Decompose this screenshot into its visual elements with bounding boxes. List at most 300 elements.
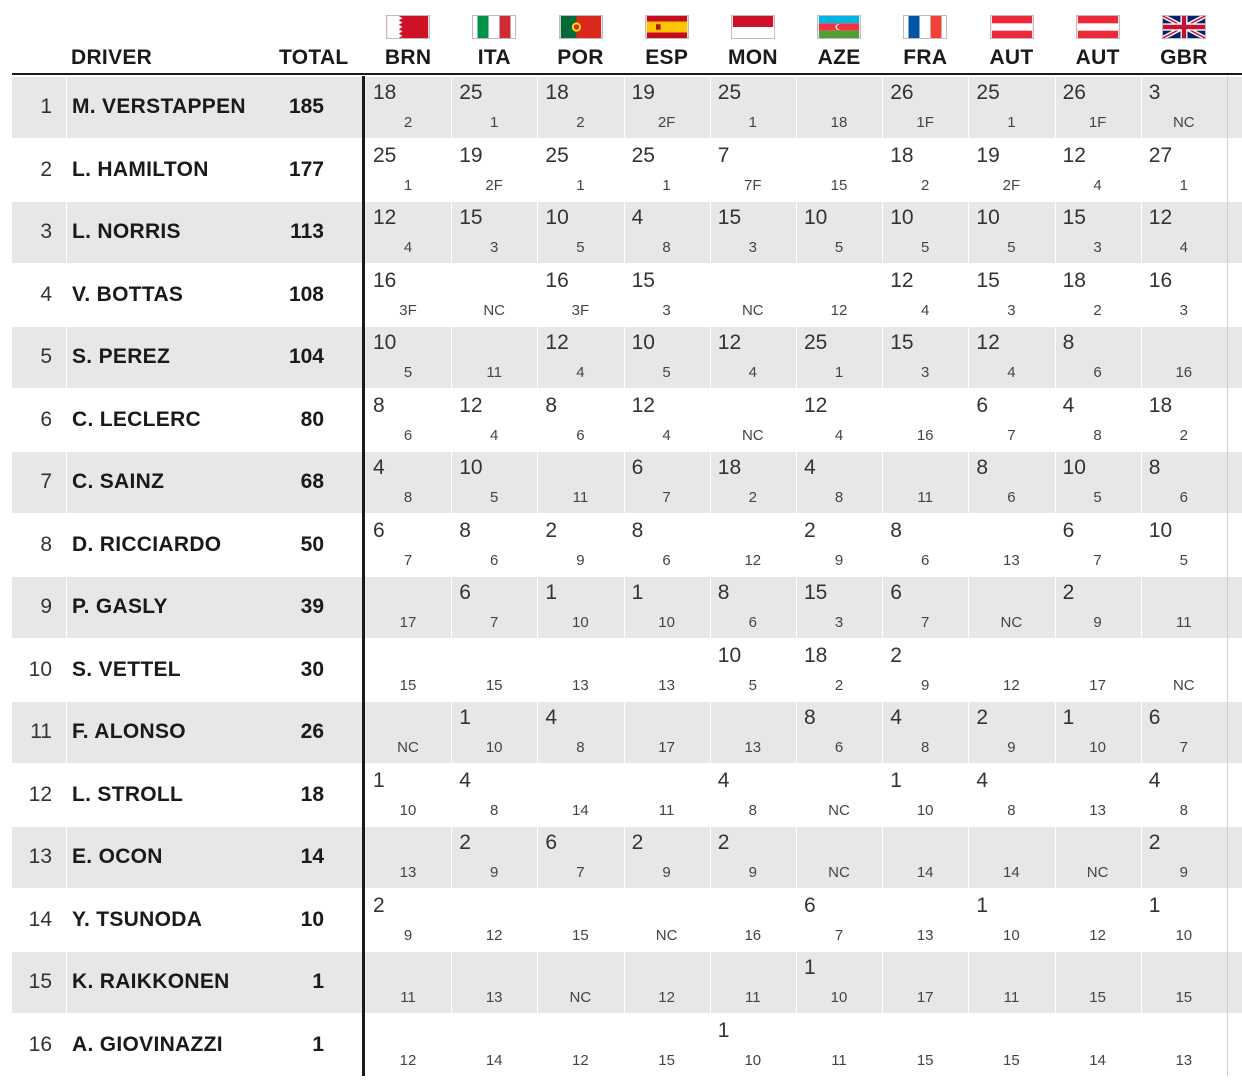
race-points: 19 bbox=[459, 143, 483, 167]
race-points: 25 bbox=[545, 143, 569, 167]
finish-position: 14 bbox=[572, 801, 589, 819]
race-result-cell bbox=[796, 639, 882, 702]
race-result-cell bbox=[1055, 764, 1141, 827]
race-result-cell bbox=[624, 264, 710, 327]
total-points: 80 bbox=[300, 407, 324, 431]
race-result-cell bbox=[882, 701, 968, 764]
race-result-cell bbox=[1141, 326, 1227, 389]
race-result-cell bbox=[882, 326, 968, 389]
finish-position: 1 bbox=[1179, 176, 1188, 194]
race-points: 12 bbox=[1062, 143, 1086, 167]
race-result-cell bbox=[537, 389, 623, 452]
row-divider bbox=[12, 825, 1242, 827]
finish-position: 5 bbox=[921, 239, 930, 256]
race-result-cell bbox=[1055, 264, 1141, 327]
race-result-cell bbox=[968, 514, 1054, 577]
finish-position: 3 bbox=[834, 614, 844, 631]
finish-position: 14 bbox=[485, 1051, 503, 1069]
race-result-cell bbox=[710, 326, 796, 389]
race-result-cell bbox=[365, 264, 451, 327]
race-result-cell bbox=[624, 139, 710, 202]
finish-position: 6 bbox=[921, 551, 930, 569]
race-result-cell bbox=[796, 826, 882, 889]
race-result-cell bbox=[710, 514, 796, 577]
race-points: 10 bbox=[1148, 518, 1173, 542]
finish-position: NC bbox=[1172, 676, 1195, 694]
race-points: 25 bbox=[717, 81, 742, 104]
total-points: 18 bbox=[300, 782, 324, 806]
race-result-cell bbox=[796, 139, 882, 202]
race-result-cell bbox=[1055, 889, 1141, 952]
race-result-cell bbox=[537, 451, 623, 514]
race-result-cell bbox=[882, 1014, 968, 1077]
race-result-cell bbox=[624, 451, 710, 514]
finish-position: 8 bbox=[1179, 801, 1188, 819]
position-number: 15 bbox=[28, 970, 52, 993]
france-flag-icon bbox=[903, 15, 947, 39]
finish-position: 2 bbox=[834, 676, 844, 694]
finish-position: 8 bbox=[403, 489, 413, 506]
finish-position: 8 bbox=[748, 801, 757, 819]
race-result-cell bbox=[882, 451, 968, 514]
race-points: 8 bbox=[631, 518, 644, 542]
race-result-cell bbox=[451, 139, 537, 202]
race-result-cell bbox=[624, 889, 710, 952]
monaco-flag-icon bbox=[731, 15, 775, 39]
race-column-header: GBR bbox=[1160, 46, 1208, 69]
finish-position: 3 bbox=[1093, 239, 1102, 256]
race-points: 4 bbox=[1148, 768, 1161, 792]
position-number: 10 bbox=[28, 657, 52, 681]
race-result-cell bbox=[882, 201, 968, 264]
race-points: 27 bbox=[1148, 143, 1173, 167]
finish-position: 12 bbox=[399, 1051, 417, 1069]
race-points: 12 bbox=[804, 393, 828, 417]
race-result-cell bbox=[624, 826, 710, 889]
race-result-cell bbox=[624, 764, 710, 827]
finish-position: 9 bbox=[576, 551, 585, 569]
table-row bbox=[12, 201, 1242, 264]
position-number: 13 bbox=[28, 845, 52, 868]
race-points: 18 bbox=[1148, 393, 1173, 417]
position-number: 5 bbox=[40, 345, 52, 368]
finish-position: 6 bbox=[1179, 489, 1188, 506]
row-divider bbox=[12, 1013, 1242, 1015]
finish-position: 15 bbox=[1089, 989, 1106, 1006]
table-row bbox=[12, 326, 1242, 389]
race-points: 10 bbox=[373, 331, 397, 354]
row-divider bbox=[12, 450, 1242, 452]
driver-name: C. LECLERC bbox=[72, 407, 201, 431]
race-result-cell bbox=[710, 826, 796, 889]
race-points: 2 bbox=[717, 831, 730, 854]
driver-name: E. OCON bbox=[72, 845, 163, 868]
race-result-cell bbox=[365, 139, 451, 202]
race-result-cell bbox=[365, 889, 451, 952]
finish-position: 5 bbox=[1093, 489, 1102, 506]
finish-position: 2 bbox=[921, 176, 930, 194]
race-result-cell bbox=[1055, 1014, 1141, 1077]
finish-position: 4 bbox=[1093, 176, 1102, 194]
finish-position: NC bbox=[741, 426, 764, 444]
race-result-cell bbox=[624, 576, 710, 639]
table-row bbox=[12, 576, 1242, 639]
race-result-cell bbox=[451, 889, 537, 952]
driver-name: L. NORRIS bbox=[72, 220, 181, 243]
race-result-cell bbox=[1055, 389, 1141, 452]
race-points: 2 bbox=[545, 518, 558, 542]
finish-position: 15 bbox=[830, 176, 848, 194]
race-result-cell bbox=[365, 76, 451, 139]
race-points: 18 bbox=[545, 81, 569, 104]
finish-position: 11 bbox=[917, 489, 933, 506]
race-result-cell bbox=[365, 576, 451, 639]
finish-position: 15 bbox=[1003, 1051, 1020, 1069]
race-result-cell bbox=[968, 264, 1054, 327]
finish-position: 16 bbox=[916, 426, 934, 444]
race-result-cell bbox=[968, 76, 1054, 139]
race-result-cell bbox=[537, 826, 623, 889]
race-result-cell bbox=[882, 76, 968, 139]
position-number: 12 bbox=[28, 782, 52, 806]
race-result-cell bbox=[968, 451, 1054, 514]
finish-position: 13 bbox=[744, 739, 762, 756]
race-result-cell bbox=[365, 826, 451, 889]
finish-position: 6 bbox=[834, 739, 844, 756]
row-divider bbox=[12, 325, 1242, 327]
race-points: 1 bbox=[976, 893, 989, 917]
finish-position: 5 bbox=[403, 364, 413, 381]
driver-name: P. GASLY bbox=[72, 595, 168, 618]
finish-position: 17 bbox=[916, 989, 934, 1006]
race-points: 10 bbox=[631, 331, 655, 354]
finish-position: 15 bbox=[658, 1051, 675, 1069]
finish-position: 8 bbox=[834, 489, 844, 506]
total-points: 104 bbox=[288, 345, 324, 368]
finish-position: 3 bbox=[1007, 301, 1016, 319]
position-number: 16 bbox=[28, 1032, 52, 1056]
race-result-cell bbox=[710, 389, 796, 452]
race-points: 2 bbox=[804, 518, 816, 542]
finish-position: 8 bbox=[921, 739, 930, 756]
finish-position: 14 bbox=[916, 864, 934, 881]
finish-position: 18 bbox=[830, 114, 848, 131]
race-points: 8 bbox=[373, 393, 385, 417]
finish-position: 8 bbox=[576, 739, 585, 756]
driver-name: M. VERSTAPPEN bbox=[72, 95, 246, 118]
driver-name: S. VETTEL bbox=[72, 657, 181, 681]
finish-position: 2 bbox=[1093, 301, 1102, 319]
finish-position: 2 bbox=[403, 114, 413, 131]
finish-position: 8 bbox=[490, 801, 499, 819]
race-result-cell bbox=[1055, 576, 1141, 639]
finish-position: 4 bbox=[834, 426, 844, 444]
finish-position: 9 bbox=[834, 551, 844, 569]
race-result-cell bbox=[537, 1014, 623, 1077]
race-points: 10 bbox=[976, 206, 1000, 229]
race-points: 6 bbox=[976, 393, 989, 417]
position-number: 6 bbox=[40, 407, 52, 431]
race-result-cell bbox=[365, 951, 451, 1014]
row-divider bbox=[12, 888, 1242, 890]
finish-position: 13 bbox=[1175, 1051, 1193, 1069]
race-points: 26 bbox=[1062, 81, 1086, 104]
race-points: 4 bbox=[545, 706, 558, 729]
race-result-cell bbox=[796, 1014, 882, 1077]
finish-position: 13 bbox=[658, 676, 675, 694]
column-divider bbox=[537, 76, 538, 1076]
race-points: 4 bbox=[717, 768, 730, 792]
finish-position: 10 bbox=[916, 801, 934, 819]
race-points: 6 bbox=[1148, 706, 1161, 729]
finish-position: 8 bbox=[662, 239, 671, 256]
finish-position: NC bbox=[828, 801, 850, 819]
race-result-cell bbox=[624, 951, 710, 1014]
race-column-header: BRN bbox=[384, 46, 432, 69]
race-result-cell bbox=[365, 1014, 451, 1077]
finish-position: 11 bbox=[486, 364, 502, 381]
finish-position: 5 bbox=[576, 239, 585, 256]
driver-column-header: DRIVER bbox=[71, 46, 153, 69]
race-result-cell bbox=[624, 1014, 710, 1077]
race-result-cell bbox=[365, 451, 451, 514]
race-result-cell bbox=[1141, 764, 1227, 827]
race-result-cell bbox=[968, 764, 1054, 827]
race-points: 8 bbox=[717, 581, 730, 604]
finish-position: 3 bbox=[490, 239, 499, 256]
race-result-cell bbox=[882, 514, 968, 577]
race-points: 12 bbox=[717, 331, 742, 354]
finish-position: 16 bbox=[744, 926, 762, 944]
race-points: 16 bbox=[1148, 268, 1173, 292]
total-points: 30 bbox=[300, 657, 324, 681]
finish-position: 1 bbox=[748, 114, 757, 131]
race-points: 1 bbox=[717, 1018, 730, 1042]
race-result-cell bbox=[451, 764, 537, 827]
race-points: 7 bbox=[717, 143, 730, 167]
finish-position: 4 bbox=[490, 426, 499, 444]
race-result-cell bbox=[451, 326, 537, 389]
table-row bbox=[12, 264, 1242, 327]
race-result-cell bbox=[796, 264, 882, 327]
race-points: 8 bbox=[890, 518, 902, 542]
table-row bbox=[12, 451, 1242, 514]
race-points: 15 bbox=[804, 581, 828, 604]
total-points: 39 bbox=[300, 595, 324, 618]
table-row bbox=[12, 951, 1242, 1014]
race-result-cell bbox=[1055, 701, 1141, 764]
race-points: 18 bbox=[373, 81, 397, 104]
position-number: 3 bbox=[40, 220, 52, 243]
driver-name: V. BOTTAS bbox=[72, 282, 184, 306]
finish-position: 10 bbox=[485, 739, 503, 756]
finish-position: 7 bbox=[1179, 739, 1188, 756]
race-result-cell bbox=[1141, 701, 1227, 764]
race-result-cell bbox=[1055, 76, 1141, 139]
race-result-cell bbox=[365, 326, 451, 389]
finish-position: 7 bbox=[576, 864, 585, 881]
row-divider bbox=[12, 763, 1242, 765]
race-result-cell bbox=[624, 76, 710, 139]
race-result-cell bbox=[968, 139, 1054, 202]
total-points: 50 bbox=[300, 532, 324, 556]
race-result-cell bbox=[1141, 576, 1227, 639]
total-points: 26 bbox=[300, 720, 324, 743]
finish-position: 11 bbox=[1003, 989, 1020, 1006]
finish-position: 2 bbox=[576, 114, 585, 131]
race-result-cell bbox=[451, 576, 537, 639]
finish-position: 7 bbox=[1093, 551, 1102, 569]
race-result-cell bbox=[537, 764, 623, 827]
race-result-cell bbox=[1141, 1014, 1227, 1077]
finish-position: 6 bbox=[1093, 364, 1102, 381]
finish-position: 15 bbox=[1175, 989, 1193, 1006]
race-points: 6 bbox=[459, 581, 471, 604]
race-points: 2 bbox=[1062, 581, 1075, 604]
column-divider bbox=[1055, 76, 1056, 1076]
race-result-cell bbox=[710, 764, 796, 827]
finish-position: NC bbox=[655, 926, 678, 944]
finish-position: 9 bbox=[403, 926, 413, 944]
finish-position: 7 bbox=[834, 926, 844, 944]
finish-position: NC bbox=[1000, 614, 1023, 631]
race-points: 2 bbox=[890, 643, 902, 667]
finish-position: 5 bbox=[1007, 239, 1016, 256]
finish-position: 10 bbox=[572, 614, 589, 631]
position-number: 9 bbox=[40, 595, 52, 618]
race-result-cell bbox=[882, 264, 968, 327]
race-result-cell bbox=[537, 639, 623, 702]
table-row bbox=[12, 889, 1242, 952]
finish-position: 4 bbox=[576, 364, 585, 381]
finish-position: 3 bbox=[1179, 301, 1188, 319]
race-result-cell bbox=[710, 201, 796, 264]
finish-position: 1 bbox=[834, 364, 844, 381]
finish-position: 5 bbox=[1179, 551, 1188, 569]
finish-position: 11 bbox=[400, 989, 416, 1006]
race-result-cell bbox=[1055, 514, 1141, 577]
finish-position: 6 bbox=[748, 614, 757, 631]
finish-position: 13 bbox=[572, 676, 589, 694]
finish-position: 1 bbox=[662, 176, 671, 194]
finish-position: 14 bbox=[1003, 864, 1020, 881]
finish-position: 7 bbox=[1007, 426, 1016, 444]
finish-position: 13 bbox=[1089, 801, 1106, 819]
total-points: 68 bbox=[300, 470, 324, 493]
finish-position: 13 bbox=[916, 926, 934, 944]
finish-position: 4 bbox=[748, 364, 757, 381]
race-points: 25 bbox=[373, 143, 397, 167]
finish-position: 7F bbox=[744, 176, 762, 194]
finish-position: 3F bbox=[571, 301, 590, 319]
race-points: 8 bbox=[459, 518, 471, 542]
race-result-cell bbox=[624, 201, 710, 264]
race-points: 12 bbox=[1148, 206, 1173, 229]
race-points: 15 bbox=[717, 206, 742, 229]
race-points: 18 bbox=[717, 456, 742, 479]
race-result-cell bbox=[968, 201, 1054, 264]
race-points: 2 bbox=[373, 893, 385, 917]
race-result-cell bbox=[882, 764, 968, 827]
race-points: 15 bbox=[1062, 206, 1086, 229]
race-result-cell bbox=[365, 701, 451, 764]
position-number: 1 bbox=[40, 95, 52, 118]
finish-position: 4 bbox=[1179, 239, 1188, 256]
race-points: 2 bbox=[1148, 831, 1161, 854]
race-result-cell bbox=[365, 639, 451, 702]
driver-name: C. SAINZ bbox=[72, 470, 165, 493]
finish-position: 12 bbox=[658, 989, 675, 1006]
row-divider bbox=[12, 950, 1242, 952]
race-result-cell bbox=[365, 514, 451, 577]
race-points: 15 bbox=[459, 206, 483, 229]
finish-position: 11 bbox=[572, 489, 589, 506]
race-result-cell bbox=[1055, 201, 1141, 264]
italy-flag-icon bbox=[472, 15, 516, 39]
race-points: 10 bbox=[804, 206, 828, 229]
finish-position: 4 bbox=[1007, 364, 1016, 381]
race-column-header: ITA bbox=[477, 46, 511, 69]
finish-position: 9 bbox=[490, 864, 499, 881]
race-result-cell bbox=[1141, 514, 1227, 577]
finish-position: 13 bbox=[485, 989, 503, 1006]
table-row bbox=[12, 764, 1242, 827]
race-result-cell bbox=[451, 264, 537, 327]
total-points: 10 bbox=[300, 907, 324, 931]
finish-position: 15 bbox=[572, 926, 589, 944]
race-result-cell bbox=[882, 576, 968, 639]
finish-position: 10 bbox=[1089, 739, 1106, 756]
finish-position: 8 bbox=[1007, 801, 1016, 819]
finish-position: 8 bbox=[1093, 426, 1102, 444]
table-row bbox=[12, 1014, 1242, 1077]
race-result-cell bbox=[537, 576, 623, 639]
race-column-header: ESP bbox=[645, 46, 689, 69]
finish-position: 7 bbox=[662, 489, 671, 506]
race-result-cell bbox=[624, 639, 710, 702]
finish-position: 2F bbox=[485, 176, 503, 194]
finish-position: NC bbox=[1172, 114, 1195, 131]
race-points: 18 bbox=[1062, 268, 1086, 292]
finish-position: 3 bbox=[662, 301, 671, 319]
finish-position: 12 bbox=[744, 551, 762, 569]
race-result-cell bbox=[796, 451, 882, 514]
race-result-cell bbox=[451, 201, 537, 264]
race-points: 4 bbox=[890, 706, 902, 729]
portugal-flag-icon bbox=[559, 15, 603, 39]
race-result-cell bbox=[882, 826, 968, 889]
race-points: 15 bbox=[890, 331, 914, 354]
position-number: 14 bbox=[28, 907, 52, 931]
race-result-cell bbox=[796, 576, 882, 639]
race-points: 6 bbox=[804, 893, 816, 917]
race-result-cell bbox=[365, 201, 451, 264]
race-points: 8 bbox=[804, 706, 816, 729]
race-result-cell bbox=[537, 701, 623, 764]
table-row bbox=[12, 826, 1242, 889]
position-number: 2 bbox=[40, 157, 52, 181]
column-divider bbox=[968, 76, 969, 1076]
race-result-cell bbox=[1055, 951, 1141, 1014]
driver-name: L. STROLL bbox=[72, 782, 184, 806]
row-divider bbox=[12, 513, 1242, 515]
total-points: 185 bbox=[288, 95, 324, 118]
table-row bbox=[12, 701, 1242, 764]
race-result-cell bbox=[1055, 639, 1141, 702]
table-row bbox=[12, 514, 1242, 577]
race-result-cell bbox=[882, 139, 968, 202]
finish-position: NC bbox=[397, 739, 419, 756]
